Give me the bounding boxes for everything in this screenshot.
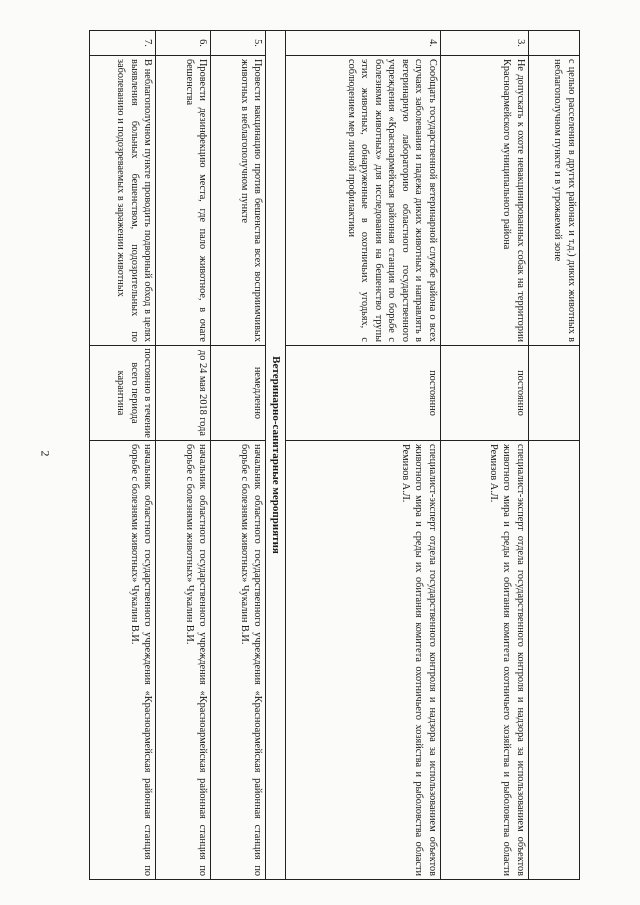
row-number: 6.	[156, 31, 211, 56]
row-number	[529, 31, 580, 56]
page-number: 2	[38, 450, 53, 457]
measure-responsible: начальник областного государственного учреждения «Красноармейская районная станция по борьбе с болезнями животных» Чукалин В.И.	[211, 441, 266, 880]
measure-deadline: постоянно	[286, 346, 441, 441]
measure-description: Провести дезинфекцию места, где пало животное, в очаге бешенства	[156, 56, 211, 346]
table-row	[286, 31, 441, 880]
measure-responsible	[529, 441, 580, 880]
table-row	[90, 31, 156, 880]
measure-responsible: специалист-эксперт отдела государственного контроля и надзора за использованием объектов животного мира и среды их обитания комитета охотничьего хозяйства и рыболовства области Ремизов А.Л.	[286, 441, 441, 880]
row-number: 3.	[441, 31, 529, 56]
measure-description: В неблагополучном пункте проводить подворный обход в целях выявления больных бешенством, подозрительных по заболеванию и подозреваемых в заражении животных	[90, 56, 156, 346]
row-number: 5.	[211, 31, 266, 56]
table-row	[441, 31, 529, 880]
section-title: Ветеринарно-санитарные мероприятия	[266, 31, 286, 880]
table-row	[529, 31, 580, 880]
measure-description: Сообщать государственной ветеринарной службе района о всех случаях заболевания и падежа диких животных и направлять в ветеринарную лабораторию областного государственного учреждения «Красноармейская районная станция по борьбе с болезнями животных» для исследования на бешенство трупы этих животных, обнаруженные в охотничьих угодьях, с соблюдением мер личной профилактики	[286, 56, 441, 346]
measure-deadline: немедленно	[211, 346, 266, 441]
measure-description: Не допускать к охоте невакцинированных собак на территории Красноармейского муниципального района	[441, 56, 529, 346]
table-row	[211, 31, 266, 880]
measure-deadline	[529, 346, 580, 441]
section-row	[266, 31, 286, 880]
measure-deadline: постоянно в течение всего периода карантина	[90, 346, 156, 441]
rotated-page-content	[70, 30, 580, 879]
measure-deadline: постоянно	[441, 346, 529, 441]
measures-table	[89, 30, 580, 880]
row-number: 7.	[90, 31, 156, 56]
measure-responsible: начальник областного государственного учреждения «Красноармейская районная станция по борьбе с болезнями животных» Чукалин В.И.	[90, 441, 156, 880]
row-number: 4.	[286, 31, 441, 56]
measure-responsible: начальник областного государственного учреждения «Красноармейская районная станция по борьбе с болезнями животных» Чукалин В.И.	[156, 441, 211, 880]
measure-responsible: специалист-эксперт отдела государственного контроля и надзора за использованием объектов животного мира и среды их обитания комитета охотничьего хозяйства и рыболовства области Ремизов А.Л.	[441, 441, 529, 880]
measure-description: с целью расселения в других районах и т.д.) диких животных в неблагополучном пункте и в угрожаемой зоне	[529, 56, 580, 346]
table-row	[156, 31, 211, 880]
measure-description: Провести вакцинацию против бешенства всех восприимчивых животных в неблагополучном пункте	[211, 56, 266, 346]
measure-deadline: до 24 мая 2018 года	[156, 346, 211, 441]
